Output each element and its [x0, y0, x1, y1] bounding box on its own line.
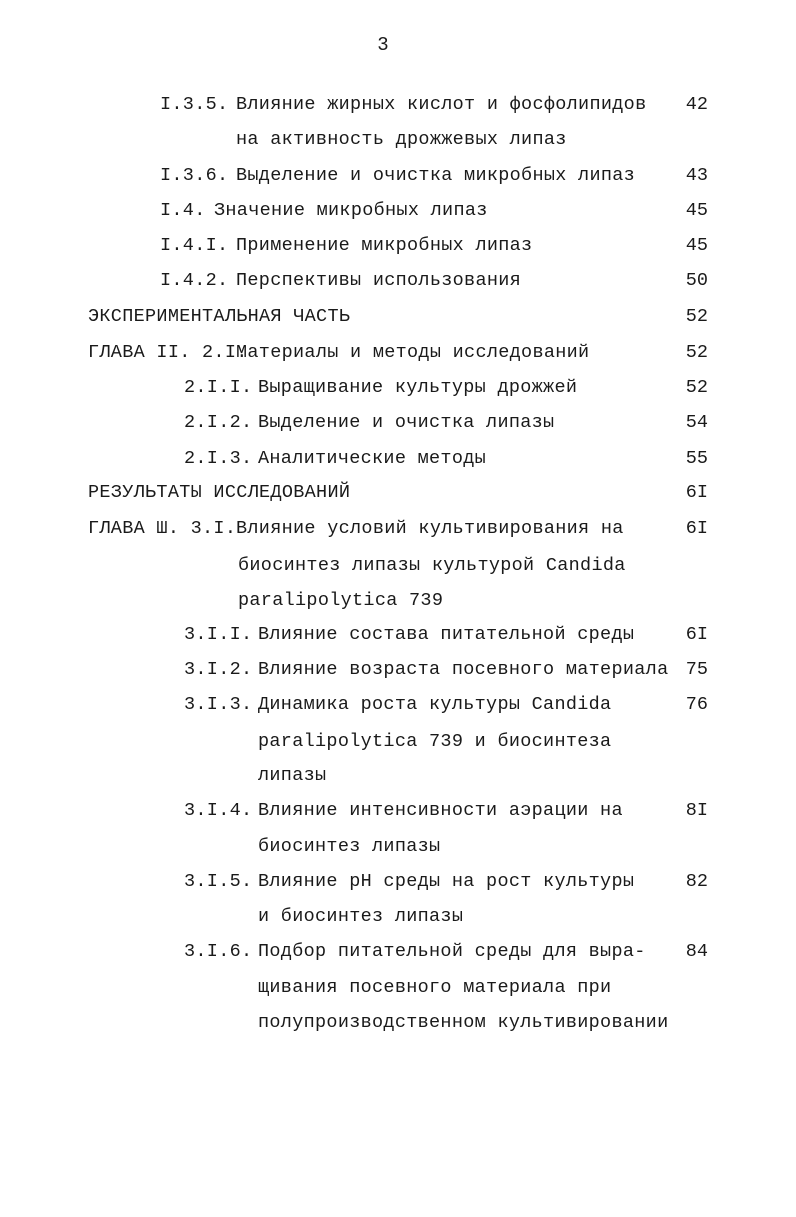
toc-entry-title-cont: на активность дрожжевых липаз	[236, 129, 567, 150]
toc-entry-title: Применение микробных липаз	[236, 235, 533, 256]
toc-entry-title-cont: paralipolytica 739 и биосинтеза	[258, 731, 612, 752]
toc-entry-title: Влияние условий культивирования на	[236, 518, 624, 539]
toc-entry-title: Выделение и очистка микробных липаз	[236, 165, 636, 186]
toc-entry-page: 42	[685, 94, 708, 115]
toc-entry-page: 52	[685, 306, 708, 327]
toc-entry-number: I.3.5.	[160, 94, 229, 115]
toc-entry-page: 52	[685, 342, 708, 363]
toc-entry-page: 43	[685, 165, 708, 186]
toc-entry-title-cont: биосинтез липазы	[258, 836, 441, 857]
toc-entry-number: 2.I.I.	[184, 377, 253, 398]
toc-entry-number: 3.I.4.	[184, 800, 253, 821]
toc-entry-title: Подбор питательной среды для выра-	[258, 941, 646, 962]
toc-entry-title: Значение микробных липаз	[214, 200, 488, 221]
toc-entry-title-cont: paralipolytica 739	[238, 590, 444, 611]
toc-entry-page: 45	[685, 235, 708, 256]
toc-entry-title: Аналитические методы	[258, 448, 487, 469]
toc-entry-title: Влияние pH среды на рост культуры	[258, 871, 635, 892]
toc-entry-page: 6I	[685, 518, 708, 539]
toc-entry-title-cont: липазы	[258, 765, 327, 786]
toc-chapter-number: ГЛАВА II. 2.I.	[88, 342, 248, 363]
toc-section-heading: ЭКСПЕРИМЕНТАЛЬНАЯ ЧАСТЬ	[88, 306, 351, 327]
toc-entry-title-cont: щивания посевного материала при	[258, 977, 612, 998]
toc-entry-page: 52	[685, 377, 708, 398]
toc-entry-title: Выделение и очистка липазы	[258, 412, 555, 433]
toc-entry-page: 50	[685, 270, 708, 291]
toc-entry-number: 3.I.2.	[184, 659, 253, 680]
toc-entry-title-cont: биосинтез липазы культурой Candida	[238, 555, 626, 576]
toc-entry-page: 6I	[685, 482, 708, 503]
toc-entry-number: 3.I.6.	[184, 941, 253, 962]
toc-entry-title: Влияние возраста посевного материала	[258, 659, 669, 680]
toc-entry-title-cont: и биосинтез липазы	[258, 906, 464, 927]
toc-entry-title: Динамика роста культуры Candida	[258, 694, 612, 715]
toc-entry-title: Влияние интенсивности аэрации на	[258, 800, 623, 821]
toc-entry-number: 2.I.2.	[184, 412, 253, 433]
toc-entry-title: Выращивание культуры дрожжей	[258, 377, 578, 398]
toc-entry-title-cont: полупроизводственном культивировании	[258, 1012, 669, 1033]
toc-chapter-number: ГЛАВА Ш. 3.I.	[88, 518, 237, 539]
toc-section-heading: РЕЗУЛЬТАТЫ ИССЛЕДОВАНИЙ	[88, 482, 351, 503]
toc-entry-title: Перспективы использования	[236, 270, 522, 291]
toc-entry-page: 76	[685, 694, 708, 715]
toc-entry-title: Влияние жирных кислот и фосфолипидов	[236, 94, 647, 115]
toc-entry-page: 55	[685, 448, 708, 469]
page-number: 3	[377, 34, 389, 56]
toc-entry-number: 3.I.5.	[184, 871, 253, 892]
toc-entry-page: 82	[685, 871, 708, 892]
toc-entry-page: 75	[685, 659, 708, 680]
toc-entry-page: 84	[685, 941, 708, 962]
toc-entry-page: 8I	[685, 800, 708, 821]
toc-entry-number: 2.I.3.	[184, 448, 253, 469]
toc-entry-number: 3.I.3.	[184, 694, 253, 715]
toc-entry-title: Влияние состава питательной среды	[258, 624, 635, 645]
toc-entry-number: I.4.2.	[160, 270, 229, 291]
toc-entry-number: I.3.6.	[160, 165, 229, 186]
toc-entry-number: I.4.	[160, 200, 206, 221]
toc-entry-page: 45	[685, 200, 708, 221]
toc-entry-page: 6I	[685, 624, 708, 645]
toc-entry-number: I.4.I.	[160, 235, 229, 256]
toc-entry-page: 54	[685, 412, 708, 433]
toc-entry-title: Материалы и методы исследований	[236, 342, 590, 363]
toc-entry-number: 3.I.I.	[184, 624, 253, 645]
